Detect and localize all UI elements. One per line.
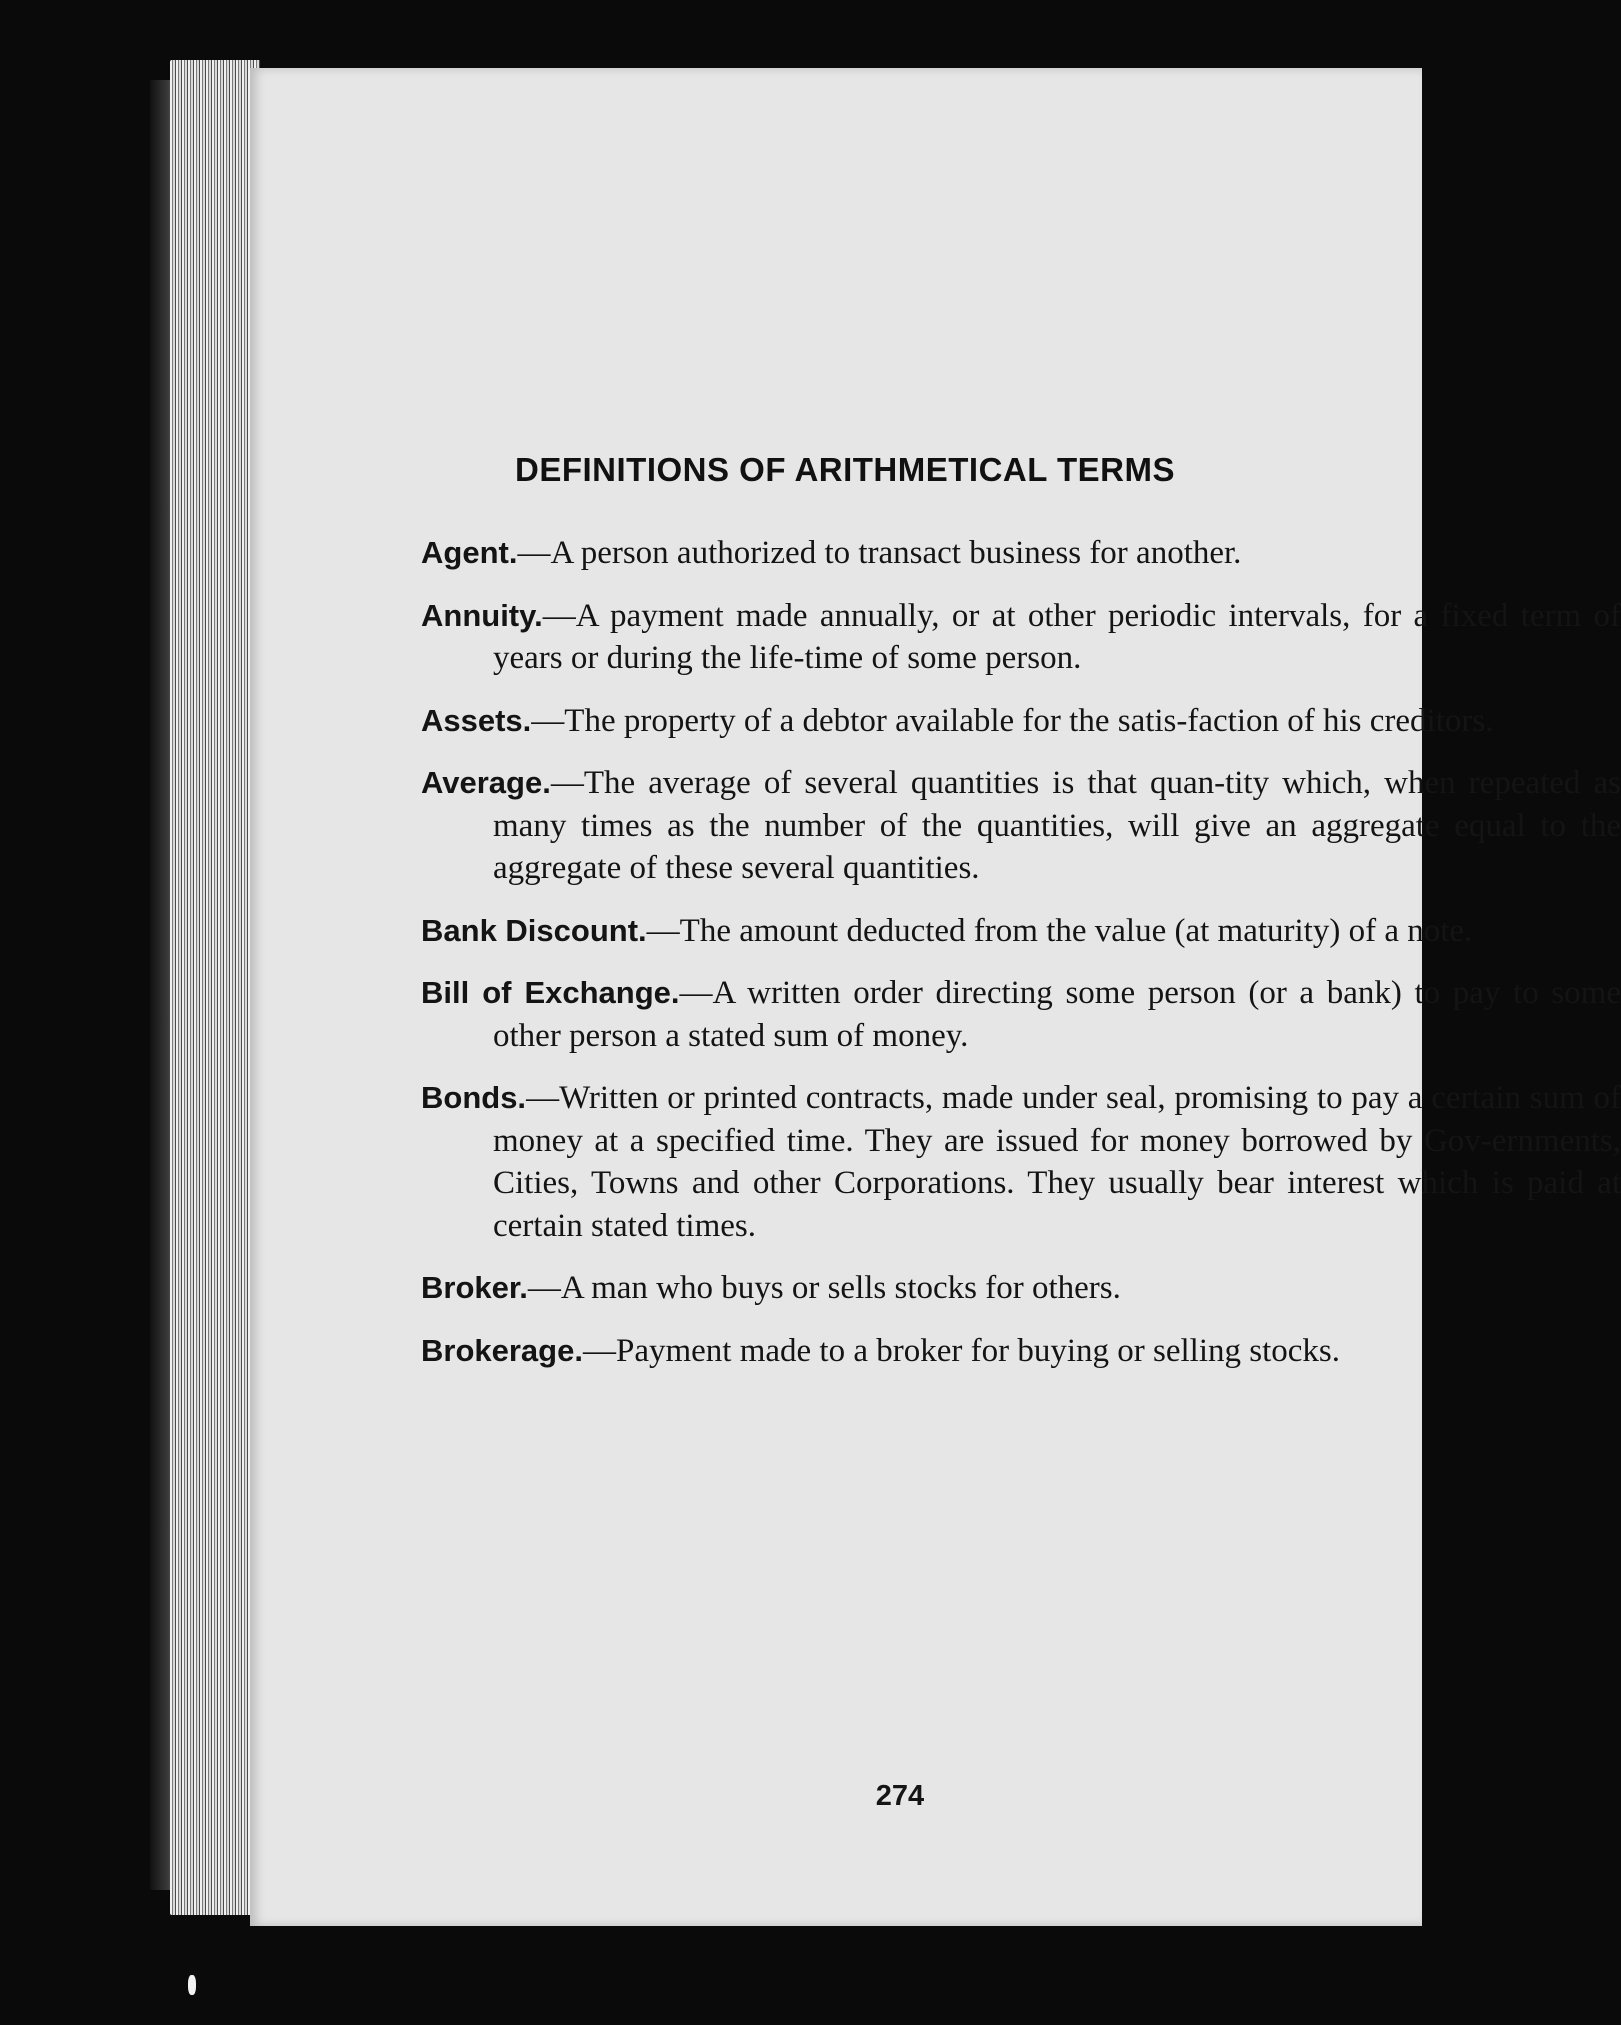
- definition-text: —A man who buys or sells stocks for others.: [527, 1270, 1121, 1306]
- definition-term: Brokerage.: [421, 1332, 583, 1368]
- definition-text: —A payment made annually, or at other periodic intervals, for a fixed term of years or during the life-time of some person.: [493, 597, 1621, 676]
- definition-term: Bonds.: [421, 1080, 527, 1115]
- definition-entry-agent: [421, 532, 1621, 575]
- scan-artifact: [188, 1975, 196, 1995]
- definition-term: Bank Discount.: [421, 912, 647, 948]
- definition-text: —Payment made to a broker for buying or selling stocks.: [582, 1332, 1340, 1369]
- definition-entry-assets: [421, 700, 1621, 743]
- definition-term: Annuity.: [421, 597, 543, 633]
- book-page: [250, 68, 1621, 1926]
- definition-text: —The amount deducted from the value (at maturity) of a note.: [646, 912, 1473, 949]
- definition-entry-bank-discount: [421, 910, 1621, 953]
- definition-list: [421, 532, 1621, 1392]
- definition-entry-bonds: [421, 1077, 1621, 1247]
- definition-text: —A written order directing some person (or a bank) to pay to some other person a stated sum of money.: [493, 975, 1621, 1054]
- definition-term: Bill of Exchange.: [421, 975, 680, 1010]
- definition-text: —The property of a debtor available for the satis-faction of his creditors.: [531, 702, 1494, 739]
- definition-text: —The average of several quantities is that quan-tity which, when repeated as many times as the number of the quantities, will give an aggregate equal to the aggregate of these several quantities.: [493, 765, 1621, 886]
- definition-entry-broker: [421, 1267, 1621, 1310]
- page-heading: DEFINITIONS OF ARITHMETICAL TERMS: [515, 451, 1175, 488]
- definition-text: —Written or printed contracts, made under seal, promising to pay a certain sum of money at a specified time. They are issued for money borrowed by Gov-ernments, Cities, Towns and other Corporations. They usually bear interest which is paid at certain stated times.: [493, 1080, 1621, 1244]
- definition-term: Assets.: [421, 702, 532, 738]
- definition-entry-bill-of-exchange: [421, 972, 1621, 1057]
- definition-entry-average: [421, 762, 1621, 890]
- definition-term: Agent.: [421, 535, 518, 570]
- definition-term: Broker.: [421, 1270, 528, 1305]
- book-page-edges: [170, 60, 260, 1915]
- page-number: 274: [875, 1780, 925, 1812]
- definition-entry-brokerage: [421, 1330, 1621, 1373]
- definition-term: Average.: [421, 765, 551, 800]
- definition-entry-annuity: [421, 595, 1621, 680]
- definition-text: —A person authorized to transact business for another.: [517, 535, 1242, 571]
